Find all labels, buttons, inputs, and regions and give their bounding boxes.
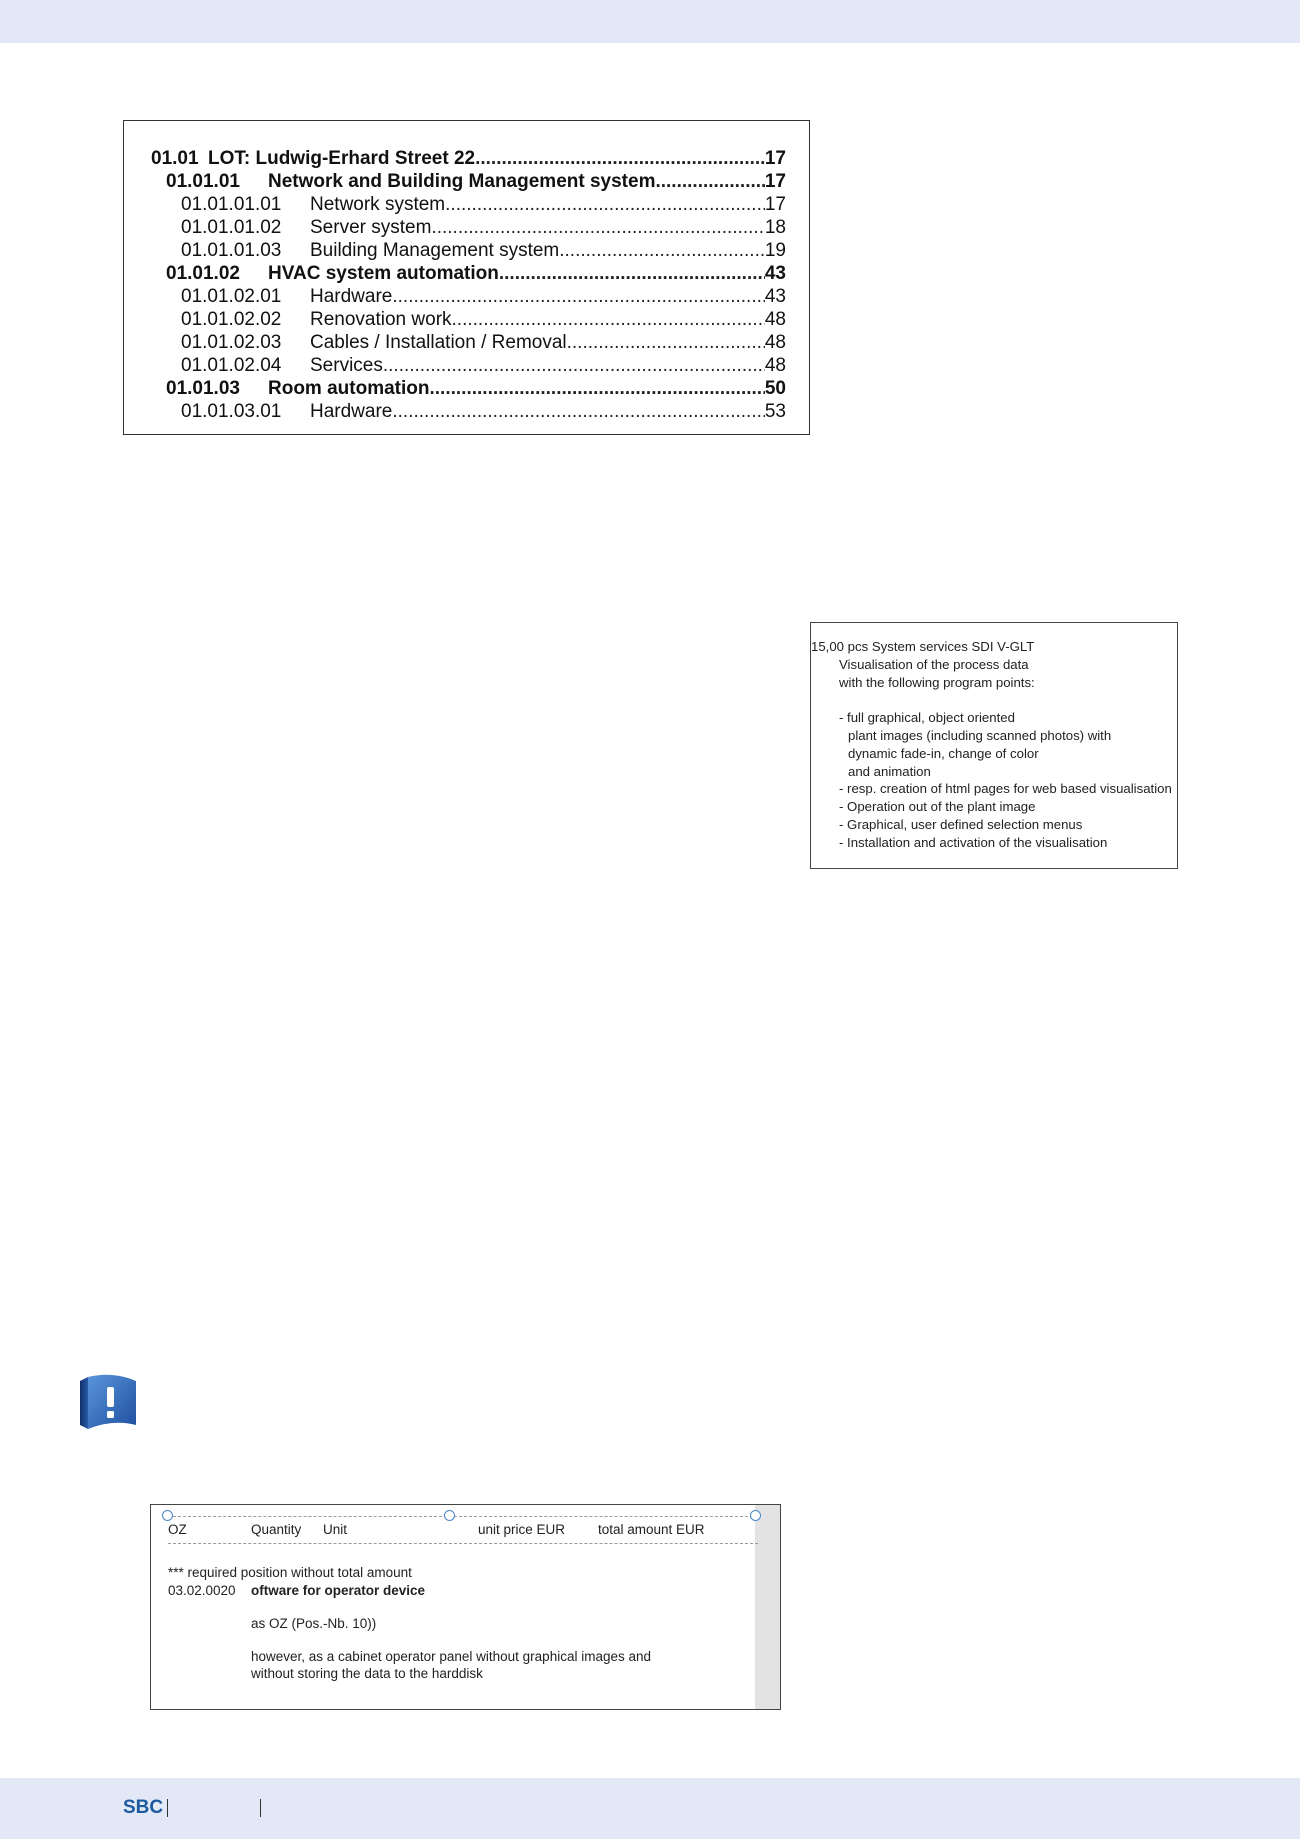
col-header-oz: OZ [168, 1522, 187, 1537]
toc-entry-title: Services [310, 355, 383, 376]
services-line: - Operation out of the plant image [839, 799, 1036, 815]
oz-value: 03.02.0020 [168, 1583, 236, 1598]
toc-entry-title: Hardware [310, 401, 393, 422]
toc-entry-page: 48 [764, 355, 786, 376]
services-line: and animation [848, 763, 931, 779]
footer-brand-logo: SBC [123, 1797, 164, 1818]
toc-leader-dots [392, 400, 764, 423]
toc-entry-title: Renovation work [310, 309, 452, 330]
toc-entry-title: Building Management system [310, 240, 560, 261]
toc-entry-page: 18 [764, 217, 786, 238]
footer-separator [260, 1799, 261, 1817]
col-header-unit-price: unit price EUR [478, 1522, 566, 1537]
toc-entry-page: 19 [764, 240, 786, 261]
services-line: - resp. creation of html pages for web based visualisation [839, 781, 1172, 797]
toc-entry-page: 53 [764, 401, 786, 422]
toc-entry-page: 43 [764, 263, 786, 284]
services-line: - Graphical, user defined selection menus [839, 817, 1083, 832]
toc-entry-title: Cables / Installation / Removal [310, 332, 567, 353]
toc-entry [124, 400, 811, 423]
toc-leader-dots [567, 331, 765, 354]
toc-entry [124, 170, 811, 193]
as-oz-text: as OZ (Pos.-Nb. 10)) [251, 1616, 377, 1631]
toc-entry-page: 48 [764, 332, 786, 353]
toc-entry [124, 308, 811, 331]
toc-entry [124, 147, 811, 170]
col-header-total-amount: total amount EUR [598, 1522, 705, 1537]
toc-entry-number: 01.01.02 [166, 263, 240, 284]
selection-handle[interactable] [750, 1510, 761, 1521]
toc-leader-dots [383, 354, 765, 377]
divider [168, 1543, 758, 1544]
toc-entry-page: 17 [764, 171, 786, 192]
toc-leader-dots [445, 193, 765, 216]
services-line: dynamic fade-in, change of color [848, 745, 1039, 761]
toc-entry-number: 01.01.01.02 [181, 217, 282, 238]
position-table [150, 1504, 781, 1710]
col-header-quantity: Quantity [251, 1522, 302, 1537]
toc-entry-number: 01.01.01.01 [181, 194, 282, 215]
toc-entry [124, 216, 811, 239]
system-services-spec [810, 622, 1178, 869]
toc-entry-number: 01.01.03.01 [181, 401, 282, 422]
exclamation-notice-icon [78, 1373, 138, 1431]
toc-entry [124, 239, 811, 262]
selection-handle[interactable] [162, 1510, 173, 1521]
toc-entry [124, 354, 811, 377]
toc-leader-dots [452, 308, 765, 331]
toc-entry-title: LOT: Ludwig-Erhard Street 22 [208, 148, 476, 169]
toc-entry-number: 01.01.01.03 [181, 240, 282, 261]
toc-entry-page: 48 [764, 309, 786, 330]
required-note: *** required position without total amount [168, 1565, 412, 1580]
toc-leader-dots [392, 285, 764, 308]
selection-handle[interactable] [444, 1510, 455, 1521]
toc-entry-number: 01.01.03 [166, 378, 240, 399]
services-line: - Installation and activation of the visualisation [839, 834, 1108, 850]
toc-entry-title: Network system [310, 194, 446, 215]
toc-entry-title: HVAC system automation [268, 263, 499, 284]
services-line: Visualisation of the process data [839, 656, 1029, 672]
col-header-unit: Unit [323, 1522, 348, 1537]
toc-entry-title: Hardware [310, 286, 393, 307]
toc-entry-number: 01.01.02.01 [181, 286, 282, 307]
toc-entry [124, 193, 811, 216]
toc-entry-number: 01.01.02.03 [181, 332, 282, 353]
footer-separator [167, 1799, 168, 1817]
services-line: with the following program points: [839, 674, 1035, 690]
scrollbar [755, 1505, 780, 1709]
toc-leader-dots [430, 377, 765, 400]
toc-entry-number: 01.01.02.04 [181, 355, 282, 376]
toc-leader-dots [499, 262, 765, 285]
toc-entry-number: 01.01.02.02 [181, 309, 282, 330]
toc-leader-dots [655, 170, 764, 193]
description-line: however, as a cabinet operator panel without graphical images and [251, 1649, 652, 1664]
toc-entry-page: 17 [764, 194, 786, 215]
toc-entry [124, 331, 811, 354]
item-title: oftware for operator device [251, 1583, 426, 1598]
toc-entry-page: 17 [764, 148, 786, 169]
divider [168, 1516, 758, 1517]
toc-entry [124, 285, 811, 308]
toc-leader-dots [431, 216, 764, 239]
toc-entry-title: Server system [310, 217, 432, 238]
toc-entry-title: Room automation [268, 378, 430, 399]
toc-entry-page: 43 [764, 286, 786, 307]
toc-leader-dots [559, 239, 765, 262]
toc-entry-page: 50 [764, 378, 786, 399]
header-band [0, 0, 1300, 43]
services-line: - full graphical, object oriented [839, 710, 1015, 726]
toc-entry-number: 01.01.01 [166, 171, 240, 192]
footer-band [0, 1778, 1300, 1839]
toc-entry [124, 377, 811, 400]
toc-entry-title: Network and Building Management system [268, 171, 656, 192]
toc-leader-dots [475, 147, 765, 170]
description-line: without storing the data to the harddisk [251, 1666, 483, 1681]
services-heading: 15,00 pcs System services SDI V-GLT [811, 639, 1035, 654]
toc-entry [124, 262, 811, 285]
toc-entry-number: 01.01 [151, 148, 199, 169]
services-line: plant images (including scanned photos) with [848, 728, 1112, 743]
table-of-contents [123, 120, 810, 435]
